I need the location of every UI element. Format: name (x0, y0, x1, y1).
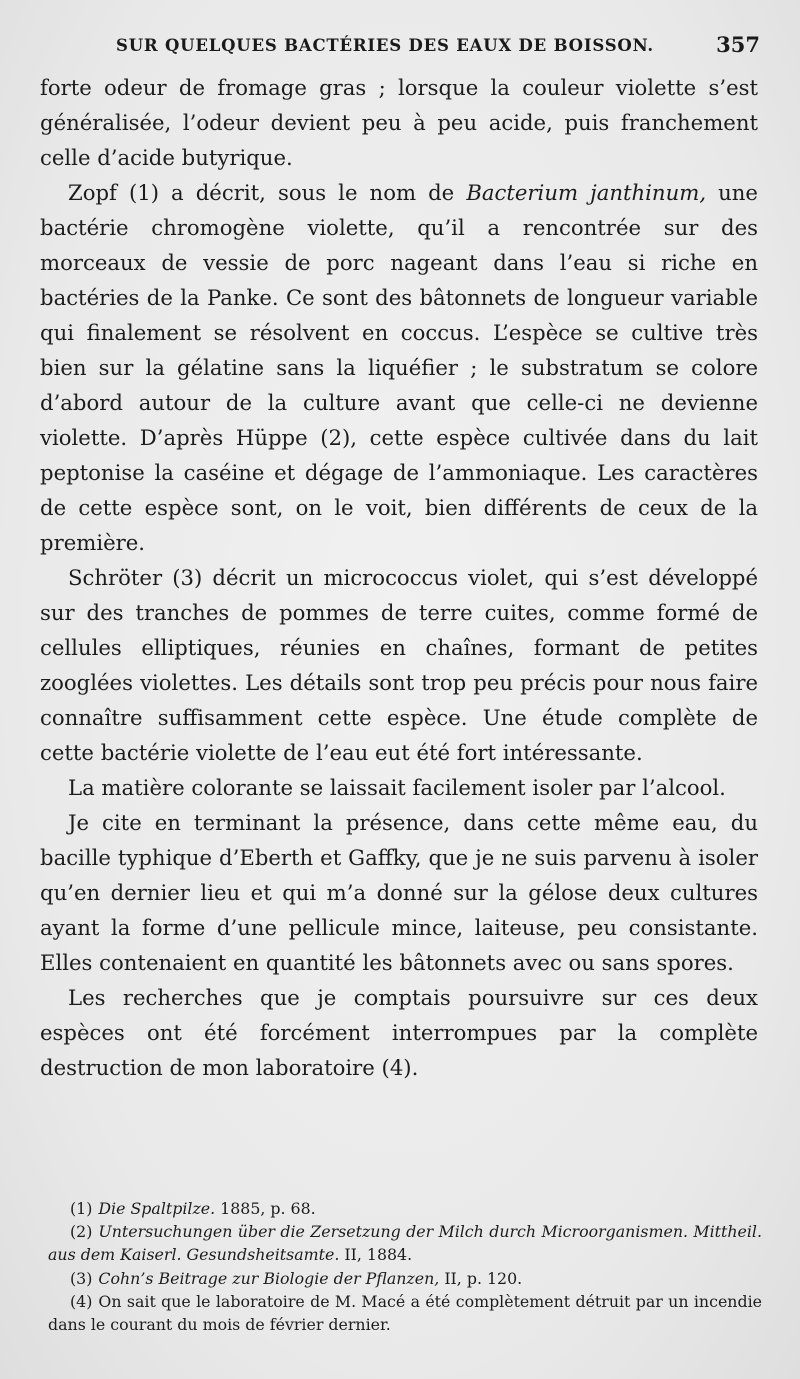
footnote-2-title: Untersuchungen über die Zersetzung der Milch durch Microorganismen. Mittheil. aus dem Kaiserl. Gesundsheitsamte. (48, 1222, 762, 1265)
paragraph-conclusion: Les recherches que je comptais poursuivre sur ces deux espèces ont été forcément interrompues par la complète destruction de mon laboratoire (4). (40, 985, 758, 1080)
page-header (40, 34, 760, 66)
paragraph-schroter: Schröter (3) décrit un micrococcus violet, qui s’est développé sur des tranches de pommes de terre cuites, comme formé de cellules elliptiques, réunies en chaînes, formant de petites zooglées violettes. Les détails sont trop peu précis pour nous faire connaître suffisamment cette espèce. Une étude complète de cette bactérie violette de l’eau eut été fort intéressante. (40, 565, 758, 765)
paragraph-zopf-intro: Zopf (1) a décrit, sous le nom de (68, 180, 455, 205)
running-head: SUR QUELQUES BACTÉRIES DES EAUX DE BOISSON. (116, 36, 654, 55)
footnote-2: (2) Untersuchungen über die Zersetzung der Milch durch Microorganismen. Mittheil. aus dem Kaiserl. Gesundsheitsamte. II, 1884. (48, 1222, 762, 1265)
paragraph-zopf (40, 175, 758, 560)
paragraph-continuation: forte odeur de fromage gras ; lorsque la couleur violette s’est généralisée, l’odeur devient peu à peu acide, puis franchement celle d’acide butyrique. (40, 75, 758, 170)
paragraph-zopf-body: une bactérie chromogène violette, qu’il a rencontrée sur des morceaux de vessie de porc nageant dans l’eau si riche en bactéries de la Panke. Ce sont des bâtonnets de longueur variable qui finalement se résolvent en coccus. L’espèce se cultive très bien sur la gélatine sans la liquéfier ; le substratum se colore d’abord autour de la culture avant que celle-ci ne devienne violette. D’après Hüppe (2), cette espèce cultivée dans du lait peptonise la caséine et dégage de l’ammoniaque. Les caractères de cette espèce sont, on le voit, bien différents de ceux de la première. (40, 180, 758, 555)
paragraph-colorant: La matière colorante se laissait facilement isoler par l’alcool. (68, 775, 726, 800)
footnote-4: (4) On sait que le laboratoire de M. Macé a été complètement détruit par un incendie dans le courant du mois de février dernier. (48, 1291, 762, 1335)
footnotes (48, 1197, 762, 1336)
footnote-3: (3) Cohn’s Beitrage zur Biologie der Pflanzen, II, p. 120. (70, 1268, 523, 1288)
body-text (40, 70, 758, 1085)
paragraph-typhoid: Je cite en terminant la présence, dans cette même eau, du bacille typhique d’Eberth et Gaffky, que je ne suis parvenu à isoler qu’en dernier lieu et qui m’a donné sur la gélose deux cultures ayant la forme d’une pellicule mince, laiteuse, peu consistante. Elles contenaient en quantité les bâtonnets avec ou sans spores. (40, 810, 758, 975)
species-name: Bacterium janthinum, (466, 180, 707, 205)
footnote-4-text: On sait que le laboratoire de M. Macé a été complètement détruit par un incendie dans le courant du mois de février dernier. (48, 1291, 762, 1335)
footnote-1: (1) Die Spaltpilze. 1885, p. 68. (70, 1199, 316, 1218)
footnote-1-title: Die Spaltpilze. (98, 1199, 216, 1218)
footnote-3-title: Cohn’s Beitrage zur Biologie der Pflanzen, (98, 1268, 440, 1288)
page-number: 357 (716, 32, 760, 57)
